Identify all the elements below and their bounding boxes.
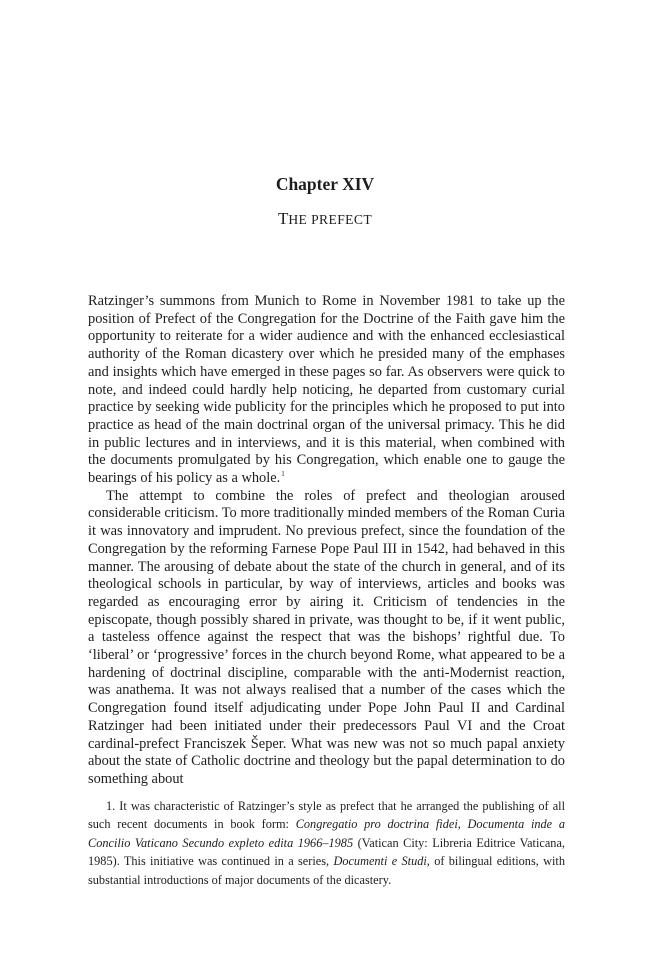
chapter-title-rest: HE PREFECT <box>288 212 373 227</box>
paragraph-1 <box>88 293 565 488</box>
footnote <box>88 797 565 889</box>
footnote-text-3: of bilingual editions, with substantial introductions of major documents of the dicastery. <box>88 854 565 887</box>
footnote-series-italic: Documenti e Studi, <box>333 854 430 869</box>
paragraph-2: The attempt to combine the roles of prefect and theologian aroused considerable criticism. To more traditionally minded members of the Roman Curia it was innovatory and imprudent. No previous prefect, since the foundation of the Congregation by the reforming Farnese Pope Paul III in 1542, had behaved in this manner. The arousing of debate about the state of the church in general, and of its theological schools in particular, by way of interviews, articles and books was regarded as encouraging error by airing it. Criticism of tendencies in the episcopate, though possibly shared in private, was thought to be, if it went public, a tasteless offence against the respect that was the bishops’ rightful due. To ‘liberal’ or ‘progressive’ forces in the church beyond Rome, what appeared to be a hardening of doctrinal discipline, comparable with the anti-Modernist reaction, was anathema. It was not always realised that a number of the cases which the Congregation found itself adjudicating under Pope John Paul II and Cardinal Ratzinger had been initiated under their predecessors Paul VI and the Croat cardinal-prefect Franciszek Šeper. What was new was not so much papal anxiety about the state of Catholic doctrine and theology but the papal determination to do something about <box>88 487 565 787</box>
paragraph-1-text: Ratzinger’s summons from Munich to Rome in November 1981 to take up the position of Prefect of the Congregation for the Doctrine of the Faith gave him the opportunity to reiterate for a wider audience and with the enhanced ecclesiastical authority of the Roman dicastery over which he presided many of the emphases and insights which have emerged in these pages so far. As observers were quick to note, and indeed could hardly help noticing, he departed from customary curial practice by seeking wide publicity for the principles which he proposed to put into practice as head of the main doctrinal organ of the universal primacy. This he did in public lectures and in interviews, and it is this material, when combined with the documents promulgated by his Congregation, which enable one to gauge the bearings of his policy as a whole. <box>88 293 565 487</box>
footnote-text-1: It was characteristic of Ratzinger’s style as prefect that he arranged the publishing of all such recent documents in book form: <box>88 799 565 832</box>
body-text <box>88 293 565 789</box>
chapter-heading: Chapter XIV <box>275 174 375 194</box>
footnote-title-italic: Congregatio pro doctrina fidei, Documenta inde a Concilio Vaticano Secundo expleto edita 1966–1985 <box>88 817 566 850</box>
chapter-title <box>0 207 650 232</box>
footnote-reference[interactable]: 1 <box>281 470 285 479</box>
footnote-text-2: (Vatican City: Libreria Editrice Vaticana, 1985). This initiative was continued in a series, <box>88 835 565 869</box>
chapter-title-initial: T <box>277 209 289 228</box>
footnote-number: 1. <box>106 799 116 813</box>
